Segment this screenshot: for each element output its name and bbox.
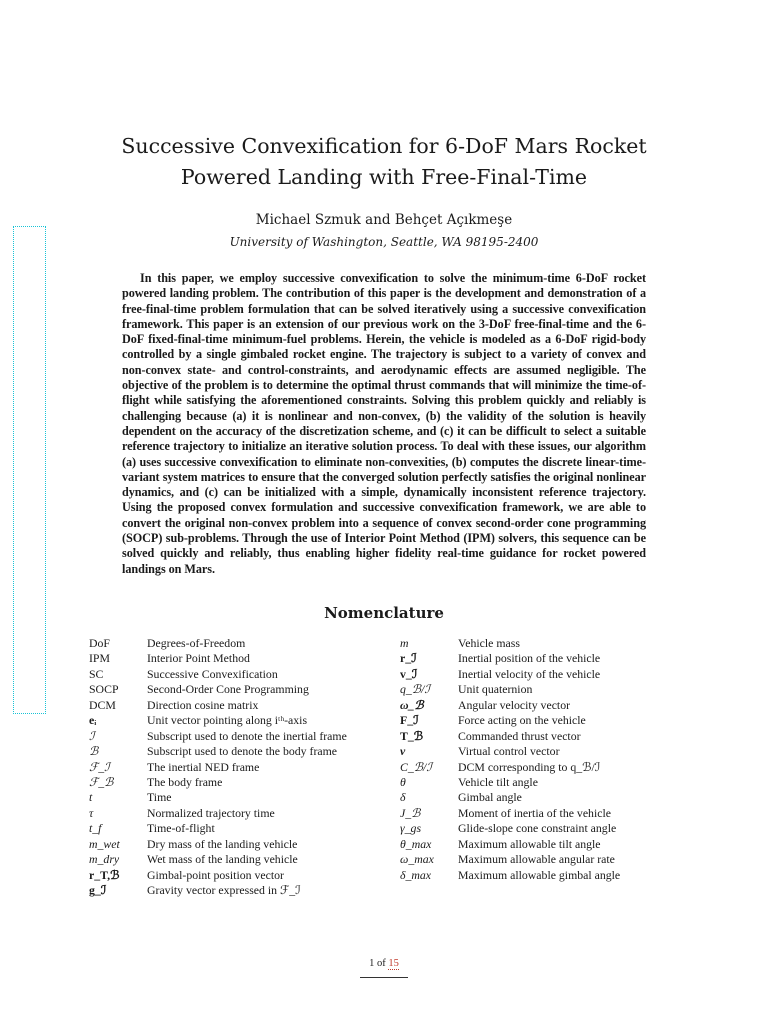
nomenclature-definition: Maximum allowable angular rate (458, 852, 615, 867)
nomenclature-row (400, 713, 670, 728)
nomenclature-symbol: SOCP (89, 682, 119, 697)
nomenclature-definition: Glide-slope cone constraint angle (458, 821, 617, 836)
nomenclature-symbol: r_T,ℬ (89, 867, 120, 882)
nomenclature-definition: Moment of inertia of the vehicle (458, 805, 611, 820)
nomenclature-definition: Time-of-flight (147, 821, 215, 836)
nomenclature-symbol: J_ℬ (400, 805, 421, 820)
nomenclature-symbol: γ_gs (400, 821, 422, 836)
nomenclature-row (400, 868, 670, 883)
nomenclature-row (400, 806, 670, 821)
nomenclature-definition: Subscript used to denote the body frame (147, 744, 338, 759)
nomenclature-symbol: m (400, 636, 409, 650)
nomenclature-definition: Commanded thrust vector (458, 728, 581, 743)
nomenclature-definition: Unit quaternion (458, 682, 533, 697)
nomenclature-row (89, 821, 389, 836)
nomenclature-row (400, 744, 670, 759)
nomenclature-definition: Dry mass of the landing vehicle (147, 836, 298, 851)
nomenclature-symbol: ω_ℬ (400, 697, 424, 712)
nomenclature-right-column (400, 636, 670, 883)
nomenclature-symbol: SC (89, 666, 104, 681)
nomenclature-definition: Virtual control vector (458, 744, 560, 759)
nomenclature-definition: The body frame (147, 774, 223, 789)
nomenclature-definition: Successive Convexification (147, 666, 278, 681)
paper-affiliation: University of Washington, Seattle, WA 98195-2400 (229, 235, 539, 249)
nomenclature-row (89, 744, 389, 759)
nomenclature-definition: Vehicle mass (458, 636, 520, 650)
nomenclature-row (400, 852, 670, 867)
nomenclature-definition: Normalized trajectory time (147, 805, 275, 820)
nomenclature-row (400, 651, 670, 666)
nomenclature-symbol: IPM (89, 651, 110, 666)
page-number-prefix: 1 of (369, 958, 389, 969)
nomenclature-symbol: q_ℬ/ℐ (400, 682, 430, 697)
nomenclature-row (89, 636, 389, 651)
nomenclature-symbol: T_ℬ (400, 728, 424, 743)
nomenclature-symbol: F_ℐ (400, 713, 419, 728)
nomenclature-row (89, 729, 389, 744)
nomenclature-row (89, 651, 389, 666)
nomenclature-definition: Angular velocity vector (458, 697, 571, 712)
nomenclature-row (400, 682, 670, 697)
nomenclature-symbol: δ (400, 790, 406, 805)
nomenclature-row (89, 713, 389, 728)
nomenclature-symbol: ℐ (89, 728, 95, 743)
nomenclature-definition: Direction cosine matrix (147, 697, 259, 712)
nomenclature-left-column (89, 636, 389, 898)
nomenclature-symbol: v_ℐ (400, 666, 418, 681)
nomenclature-symbol: eᵢ (89, 713, 97, 728)
paper-title: Successive Convexification for 6-DoF Mars Rocket Powered Landing with Free-Final-Time (121, 134, 647, 189)
nomenclature-row (400, 821, 670, 836)
nomenclature-symbol: t (89, 790, 93, 805)
nomenclature-definition: DCM corresponding to q_ℬ/ℐ (458, 759, 601, 774)
nomenclature-row (400, 760, 670, 775)
nomenclature-definition: Force acting on the vehicle (458, 713, 586, 728)
nomenclature-symbol: t_f (89, 821, 102, 836)
nomenclature-symbol: τ (89, 805, 94, 820)
nomenclature-definition: Inertial velocity of the vehicle (458, 666, 601, 681)
footer-rule (360, 977, 408, 978)
nomenclature-definition: Inertial position of the vehicle (458, 651, 601, 666)
nomenclature-symbol: r_ℐ (400, 651, 417, 666)
nomenclature-definition: Vehicle tilt angle (458, 774, 538, 789)
nomenclature-row (400, 775, 670, 790)
nomenclature-symbol: ω_max (400, 852, 434, 867)
nomenclature-row (400, 729, 670, 744)
nomenclature-symbol: ℬ (89, 744, 99, 759)
page-total-link[interactable]: 15 (388, 958, 399, 969)
paper-authors: Michael Szmuk and Behçet Açıkmeşe (255, 212, 513, 228)
nomenclature-definition: Gravity vector expressed in ℱ_ℐ (147, 883, 301, 897)
nomenclature-definition: The inertial NED frame (147, 759, 260, 774)
nomenclature-definition: Gimbal angle (458, 790, 522, 805)
nomenclature-symbol: m_dry (89, 852, 120, 867)
nomenclature-symbol: ℱ_ℐ (89, 759, 110, 774)
nomenclature-heading: Nomenclature (324, 604, 444, 622)
page-number (360, 958, 408, 969)
nomenclature-definition: Degrees-of-Freedom (147, 636, 246, 650)
nomenclature-symbol: DoF (89, 636, 110, 650)
nomenclature-definition: Maximum allowable tilt angle (458, 836, 601, 851)
nomenclature-row (89, 790, 389, 805)
nomenclature-row (89, 698, 389, 713)
nomenclature-definition: Time (147, 790, 172, 805)
nomenclature-row (89, 837, 389, 852)
nomenclature-definition: Unit vector pointing along iᵗʰ-axis (147, 713, 308, 728)
nomenclature-row (89, 852, 389, 867)
nomenclature-symbol: δ_max (400, 867, 432, 882)
nomenclature-row (400, 667, 670, 682)
arxiv-link-box[interactable] (13, 226, 46, 714)
nomenclature-definition: Wet mass of the landing vehicle (147, 852, 298, 867)
nomenclature-symbol: θ (400, 774, 406, 789)
nomenclature-symbol: ℱ_ℬ (89, 774, 114, 789)
nomenclature-definition: Maximum allowable gimbal angle (458, 867, 621, 882)
nomenclature-row (400, 698, 670, 713)
nomenclature-symbol: g_ℐ (89, 883, 107, 897)
nomenclature-row (89, 868, 389, 883)
nomenclature-symbol: ν (400, 744, 406, 759)
nomenclature-definition: Subscript used to denote the inertial frame (147, 728, 347, 743)
abstract: In this paper, we employ successive convexification to solve the minimum-time 6-DoF rocket powered landing problem. The contribution of this paper is the development and demonstration of a free-final-time problem formulation that can be solved iteratively using a successive convexification framework. This paper is an extension of our previous work on the 3-DoF free-final-time and the 6-DoF fixed-final-time minimum-fuel problems. Herein, the vehicle is modeled as a 6-DoF rigid-body controlled by a single gimbaled rocket engine. The trajectory is subject to a variety of convex and non-convex state- and control-constraints, and aerodynamic effects are assumed negligible. The objective of the problem is to determine the optimal thrust commands that will minimize the time-of-flight while satisfying the aforementioned constraints. Solving this problem quickly and reliably is challenging because (a) it is nonlinear and non-convex, (b) the validity of the solution is heavily dependent on the accuracy of the discretization scheme, and (c) it can be difficult to select a suitable reference trajectory to initialize an iterative solution process. To deal with these issues, our algorithm (a) uses successive convexification to eliminate non-convexities, (b) computes the discrete linear-time-variant system matrices to ensure that the converged solution perfectly satisfies the original nonlinear dynamics, and (c) can be initialized with a simple, dynamically inconsistent reference trajectory. Using the proposed convex formulation and successive convexification framework, we are able to convert the original non-convex problem into a sequence of convex second-order cone programming (SOCP) sub-problems. Through the use of Interior Point Method (IPM) solvers, this sequence can be solved quickly and reliably, thus enabling higher fidelity real-time guidance for rocket powered landings on Mars. (122, 271, 646, 576)
nomenclature-definition: Interior Point Method (147, 651, 250, 666)
nomenclature-row (89, 775, 389, 790)
nomenclature-definition: Gimbal-point position vector (147, 867, 284, 882)
nomenclature-row (89, 682, 389, 697)
nomenclature-row (400, 837, 670, 852)
nomenclature-row (89, 760, 389, 775)
nomenclature-symbol: θ_max (400, 836, 432, 851)
nomenclature-row (89, 806, 389, 821)
nomenclature-row (89, 667, 389, 682)
nomenclature-row (89, 883, 389, 898)
nomenclature-row (400, 636, 670, 651)
nomenclature-row (400, 790, 670, 805)
nomenclature-definition: Second-Order Cone Programming (147, 682, 309, 697)
nomenclature-symbol: m_wet (89, 836, 120, 851)
nomenclature-symbol: DCM (89, 697, 116, 712)
nomenclature-symbol: C_ℬ/ℐ (400, 759, 432, 774)
